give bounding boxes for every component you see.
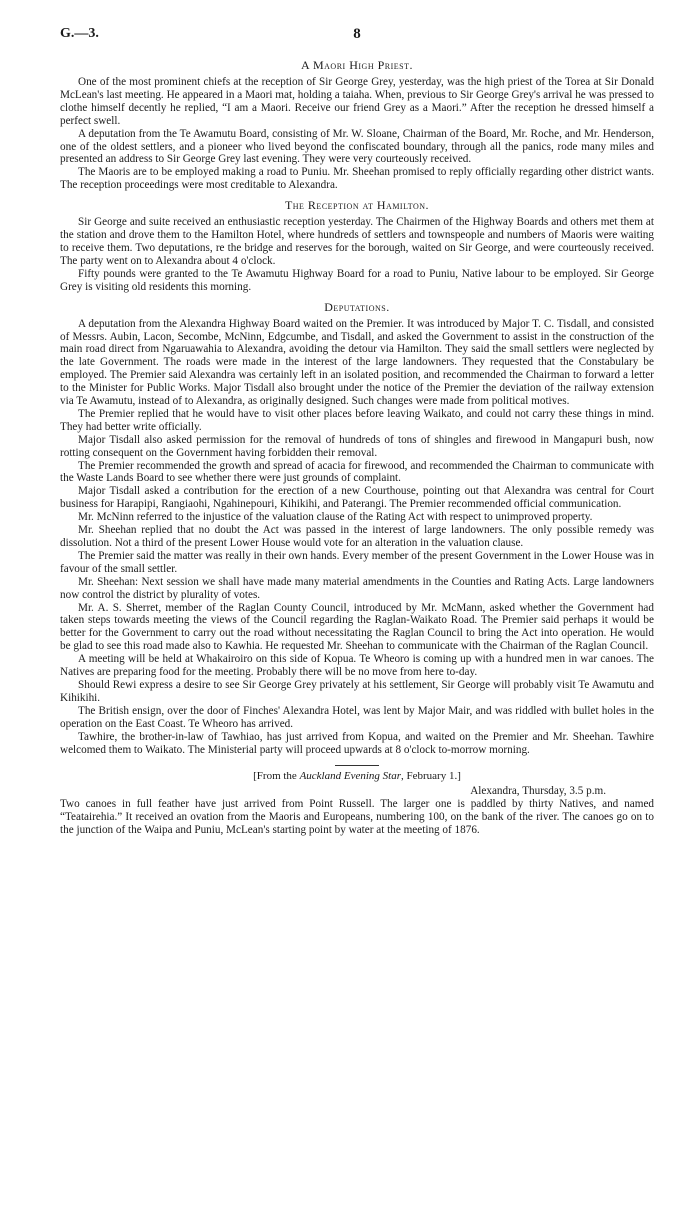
source-publication: Auckland Evening Star <box>299 770 401 783</box>
source-citation <box>60 770 654 783</box>
paragraph: The Premier recommended the growth and spread of acacia for firewood, and recommended the Chairman to communicate with the Waste Lands Board to see whether there were just grounds of complaint. <box>60 459 654 485</box>
paragraph: The Premier said the matter was really in their own hands. Every member of the present Government in the Lower House was in favour of the small settler. <box>60 549 654 575</box>
paragraph: Major Tisdall asked a contribution for the erection of a new Courthouse, pointing out that Alexandra was central for Court business for Harapipi, Rangiaohi, Ngahinepouri, Kihikihi, and Paterangi. The Premier recommended official communication. <box>60 485 654 511</box>
paragraph: Sir George and suite received an enthusiastic reception yesterday. The Chairmen of the Highway Boards and others met them at the station and drove them to the Hamilton Hotel, where hundreds of settlers and townspeople and numbers of Maoris were waiting to receive them. Two deputations, re the bridge and reserves for the borough, waited on Sir George, and were courteously received. The party went on to Alexandra about 4 o'clock. <box>60 216 654 267</box>
section-heading: Deputations. <box>324 299 390 314</box>
paragraph: Mr. Sheehan replied that no doubt the Act was passed in the interest of large landowners. The only possible remedy was dissolution. Not a third of the present Lower House would vote for an alteration in the valuation clause. <box>60 524 654 549</box>
paragraph: Fifty pounds were granted to the Te Awamutu Highway Board for a road to Puniu, Native labour to be employed. Sir George Grey is visiting old residents this morning. <box>60 267 654 293</box>
paragraph: Mr. McNinn referred to the injustice of the valuation clause of the Rating Act with respect to unimproved property. <box>78 511 593 524</box>
paragraph: The Maoris are to be employed making a road to Puniu. Mr. Sheehan promised to reply officially regarding other district wants. The reception proceedings were most creditable to Alexandra. <box>60 166 654 192</box>
paragraph: A meeting will be held at Whakairoiro on this side of Kopua. Te Wheoro is coming up with a hundred men in war canoes. The Natives are preparing food for the meeting. Probably there will be no move from here to-day. <box>60 653 654 679</box>
section-maori-high-priest <box>60 58 654 192</box>
section-heading: The Reception at Hamilton. <box>284 198 430 213</box>
section-deputations <box>60 300 654 757</box>
source-prefix: [From the <box>253 770 300 783</box>
divider-rule <box>335 765 379 766</box>
source-suffix: , February 1.] <box>401 770 461 783</box>
final-paragraph: Two canoes in full feather have just arrived from Point Russell. The larger one is paddled by thirty Natives, and named “Teatairehia.” It received an ovation from the Maoris and Europeans, numbering 100, on the bank of the river. The canoes go on to the junction of the Waipa and Puniu, McLean's starting point by water at the meeting of 1876. <box>60 798 654 837</box>
page-header <box>60 24 654 52</box>
document-reference: G.—3. <box>60 26 99 41</box>
paragraph: Mr. Sheehan: Next session we shall have made many material amendments in the Counties and Rating Acts. Large landowners now control the district by plurality of votes. <box>60 575 654 601</box>
section-heading: A Maori High Priest. <box>300 58 413 72</box>
paragraph: A deputation from the Alexandra Highway Board waited on the Premier. It was introduced by Major T. C. Tisdall, and consisted of Messrs. Aubin, Lacon, Secombe, McNinn, Edgcumbe, and Tisdall, and asked the Government to assist in the construction of the main road direct from Ngaruawahia to Alexandra, avoiding the detour via Hamilton. They said the small settlers were neglected by the late Government. The roads were made in the interest of the large landowners. They requested that the Constabulary be employed. The Premier said Alexandra was certainly left in an isolated position, and recommended the Chairman to forward a letter to the Minister for Public Works. Major Tisdall also brought under the notice of the Premier the deviation of the railway extension via Te Awamutu, instead of to Alexandra, as originally designed. Such changes were made from political motives. <box>60 317 654 408</box>
paragraph: Should Rewi express a desire to see Sir George Grey privately at his settlement, Sir George will probably visit Te Awamutu and Kihikihi. <box>60 678 654 704</box>
section-reception-at-hamilton <box>60 198 654 293</box>
paragraph: The British ensign, over the door of Finches' Alexandra Hotel, was lent by Major Mair, and was riddled with bullet holes in the operation on the East Coast. Te Wheoro has arrived. <box>60 704 654 730</box>
dateline: Alexandra, Thursday, 3.5 p.m. <box>470 785 606 798</box>
paragraph: Mr. A. S. Sherret, member of the Raglan County Council, introduced by Mr. McMann, asked whether the Government had taken steps towards meeting the views of the Council regarding the Raglan-Waikato Road. The Premier said perhaps it would be better for the Government to carry out the road without necessitating the Raglan Council to bring the Act into operation. He would be glad to see this road made also to Kawhia. He requested Mr. Sheehan to communicate with the Chairman of the Raglan Council. <box>60 601 654 653</box>
paragraph: Major Tisdall also asked permission for the removal of hundreds of tons of shingles and firewood in Mangapuri bush, now rotting consequent on the Government having forbidden their removal. <box>60 433 654 459</box>
paragraph: A deputation from the Te Awamutu Board, consisting of Mr. W. Sloane, Chairman of the Board, Mr. Roche, and Mr. Henderson, one of the oldest settlers, and a pioneer who lived beyond the confiscated boundary, through all the panics, rode many miles and presented an address to Sir George Grey last evening. They were very courteously received. <box>60 127 654 166</box>
paragraph: Tawhire, the brother-in-law of Tawhiao, has just arrived from Kopua, and waited on the Premier and Mr. Sheehan. Tawhire welcomed them to Waikato. The Ministerial party will proceed upwards at 8 o'clock to-morrow morning. <box>60 730 654 756</box>
page-number: 8 <box>353 26 361 42</box>
paragraph: One of the most prominent chiefs at the reception of Sir George Grey, yesterday, was the high priest of the Torea at Sir Donald McLean's last meeting. He appeared in a Maori mat, holding a taiaha. When, previous to Sir George Grey's arrival he was pressed to clothe himself decently he replied, “I am a Maori. Receive our friend Grey as a Maori.” After the reception he dressed himself a perfect swell. <box>60 76 654 127</box>
paragraph: The Premier replied that he would have to visit other places before leaving Waikato, and could not carry these things in mind. They had better write officially. <box>60 407 654 433</box>
